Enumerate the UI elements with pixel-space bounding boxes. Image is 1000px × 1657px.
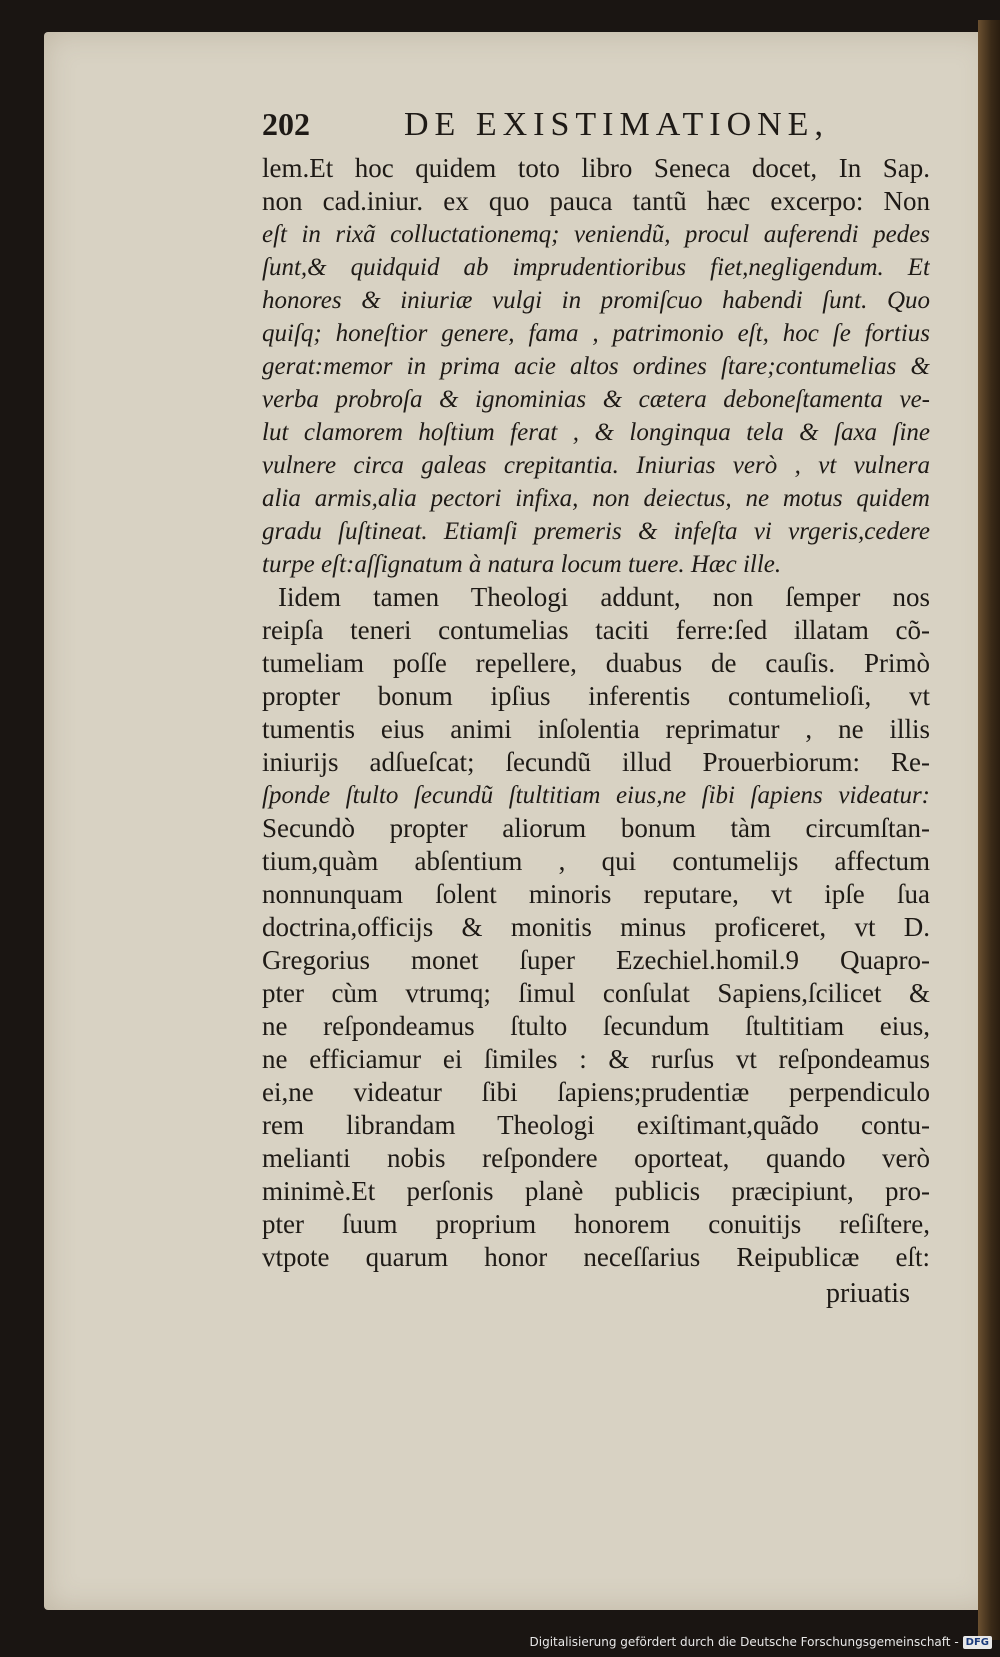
binding-edge — [0, 0, 44, 1657]
text-line: lut clamorem hoſtium ferat , & longinqua tela & ſaxa ſine — [262, 419, 930, 446]
text-line: nonnunquam ſolent minoris reputare, vt ipſe ſua — [262, 879, 930, 909]
text-line: tumeliam poſſe repellere, duabus de cauſis. Primò — [262, 648, 930, 678]
text-line: iniurijs adſueſcat; ſecundũ illud Prouerbiorum: Re- — [262, 747, 930, 777]
page-header — [262, 106, 922, 150]
text-line: ne efficiamur ei ſimiles : & rurſus vt reſpondeamus — [262, 1044, 930, 1074]
page-edge — [978, 20, 1000, 1640]
text-line: ſunt,& quidquid ab imprudentioribus fiet,negligendum. Et — [262, 254, 930, 281]
text-line: Iidem tamen Theologi addunt, non ſemper nos — [278, 582, 930, 612]
body-text — [262, 152, 930, 1274]
text-line: ſponde ſtulto ſecundũ ſtultitiam eius,ne ſibi ſapiens videatur: — [262, 782, 930, 809]
text-line: Secundò propter aliorum bonum tàm circumſtan- — [262, 813, 930, 843]
text-line: gerat:memor in prima acie altos ordines ſtare;contumelias & — [262, 353, 930, 380]
text-line: non cad.iniur. ex quo pauca tantũ hæc excerpo: Non — [262, 186, 930, 216]
text-line: reipſa teneri contumelias taciti ferre:ſed illatam cõ- — [262, 615, 930, 645]
text-line: Gregorius monet ſuper Ezechiel.homil.9 Quapro- — [262, 945, 930, 975]
text-line: vulnere circa galeas crepitantia. Iniurias verò , vt vulnera — [262, 452, 930, 479]
text-line: propter bonum ipſius inferentis contumelioſi, vt — [262, 681, 930, 711]
text-line: verba probroſa & ignominias & cætera deboneſtamenta ve- — [262, 386, 930, 413]
text-line: ei,ne videatur ſibi ſapiens;prudentiæ perpendiculo — [262, 1077, 930, 1107]
page-number: 202 — [262, 106, 310, 142]
text-line: turpe eſt:aſſignatum à natura locum tuere. Hæc ille. — [262, 551, 782, 578]
dfg-logo: DFG — [963, 1636, 992, 1649]
running-title: DE EXISTIMATIONE, — [404, 106, 829, 143]
text-line: alia armis,alia pectori infixa, non deiectus, ne motus quidem — [262, 485, 930, 512]
text-line: pter cùm vtrumq; ſimul conſulat Sapiens,ſcilicet & — [262, 978, 930, 1008]
text-line: melianti nobis reſpondere oporteat, quando verò — [262, 1143, 930, 1173]
text-line: minimè.Et perſonis planè publicis præcipiunt, pro- — [262, 1176, 930, 1206]
text-line: tumentis eius animi inſolentia reprimatur , ne illis — [262, 714, 930, 744]
text-line: gradu ſuſtineat. Etiamſi premeris & infeſta vi vrgeris,cedere — [262, 518, 930, 545]
text-line: vtpote quarum honor neceſſarius Reipublicæ eſt: — [262, 1242, 930, 1272]
text-line: doctrina,officijs & monitis minus proficeret, vt D. — [262, 912, 930, 942]
text-line: eſt in rixã colluctationemq; veniendũ, procul auferendi pedes — [262, 221, 930, 248]
text-line: ne reſpondeamus ſtulto ſecundum ſtultitiam eius, — [262, 1011, 930, 1041]
text-line: honores & iniuriæ vulgi in promiſcuo habendi ſunt. Quo — [262, 287, 930, 314]
text-line: tium,quàm abſentium , qui contumelijs affectum — [262, 846, 930, 876]
text-line: rem librandam Theologi exiſtimant,quãdo contu- — [262, 1110, 930, 1140]
text-line: quiſq; honeſtior genere, fama , patrimonio eſt, hoc ſe fortius — [262, 320, 930, 347]
footer-credit: Digitalisierung gefördert durch die Deutsche Forschungsgemeinschaft - — [529, 1635, 959, 1649]
text-line: pter ſuum proprium honorem conuitijs reſiſtere, — [262, 1209, 930, 1239]
catchword: priuatis — [826, 1278, 910, 1309]
text-line: lem.Et hoc quidem toto libro Seneca docet, In Sap. — [262, 153, 930, 183]
footer — [530, 1631, 993, 1653]
